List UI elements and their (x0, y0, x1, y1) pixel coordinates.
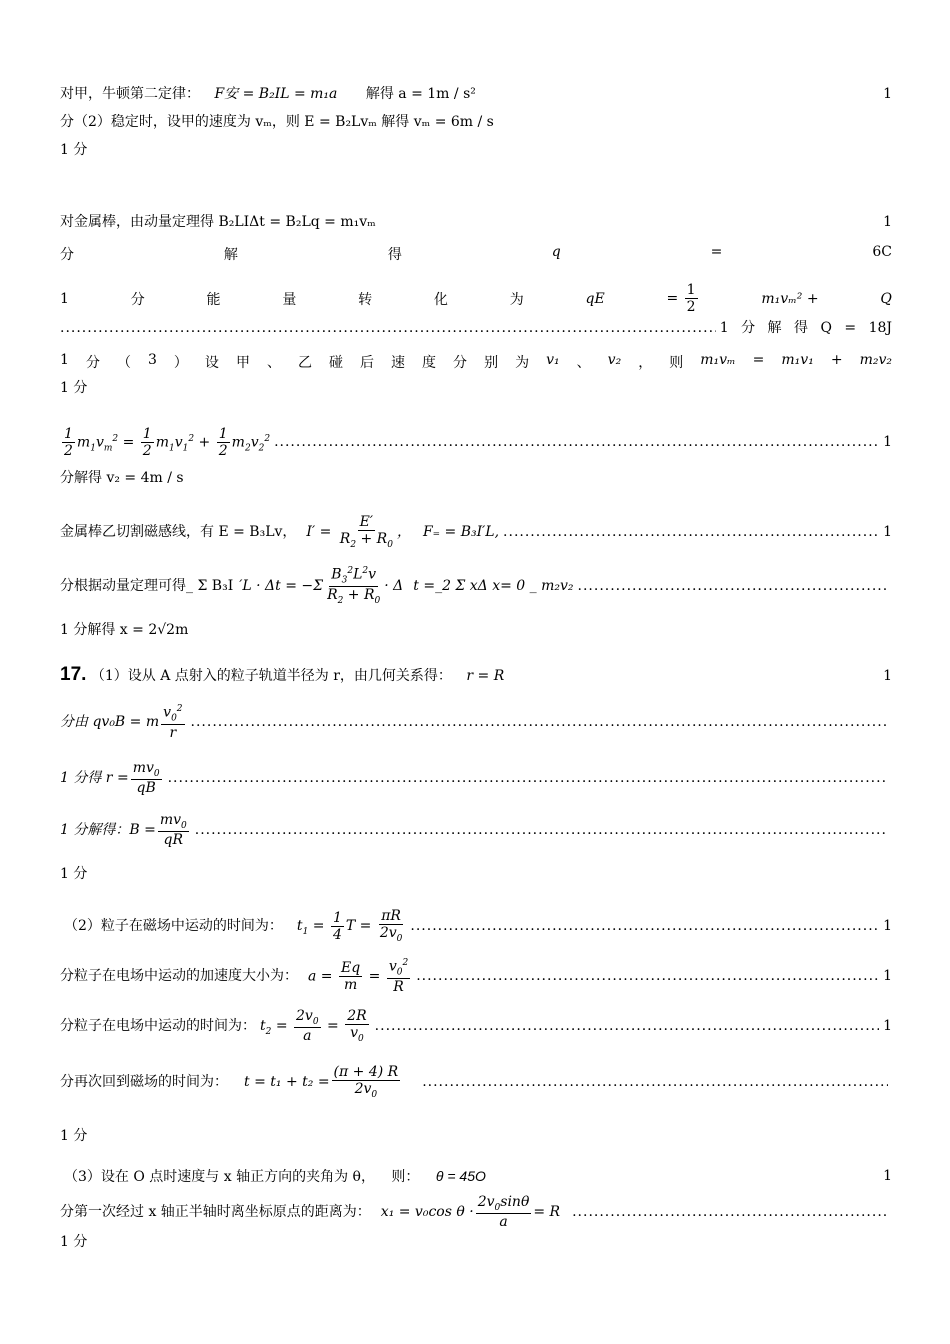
word: qE (585, 290, 605, 307)
question-17-header (60, 664, 504, 687)
word: 量 (282, 291, 297, 308)
score: 1 (883, 523, 892, 540)
fraction: $\frac{(\pi + 4) R}{2v_0}$ (333, 1064, 399, 1100)
leader-dots (375, 1018, 879, 1035)
line-momentum: 对金属棒，由动量定理得 B₂LIΔt = B₂Lq = m₁vₘ (60, 214, 376, 230)
fraction: $\frac{mv_0}{qB}$ (132, 760, 160, 797)
equation: t = t₁ + t₂ = (244, 1073, 330, 1090)
line-angle (60, 1168, 486, 1186)
word: 解 (223, 247, 238, 263)
word: 甲 (235, 355, 250, 371)
word: v₁ (546, 352, 560, 368)
word: 度 (422, 355, 437, 371)
leader-dots (60, 320, 716, 337)
line-rod-cutting (60, 514, 892, 550)
line-acceleration (60, 958, 892, 995)
score: 1 (883, 968, 892, 985)
word: m₁v₁ (781, 352, 814, 368)
word: 分 (453, 355, 468, 371)
line-solve-q (60, 244, 892, 264)
word: ） (173, 355, 188, 371)
text: t =_2 Σ xΔ x= 0 _ m₂v₂ (413, 577, 574, 594)
text: （3）设在 O 点时速度与 x 轴正方向的夹角为 θ， (64, 1169, 375, 1185)
line-solve-B (60, 812, 892, 848)
word: （ (116, 355, 131, 371)
text: （2）粒子在磁场中运动的时间为： (64, 917, 283, 934)
text: 分第一次经过 x 轴正半轴时离坐标原点的距离为： (60, 1203, 371, 1220)
line-time-electric (60, 1008, 892, 1044)
text: 分由 qv₀B = m (60, 714, 160, 731)
text: 分粒子在电场中运动的加速度大小为： (60, 968, 298, 985)
line-solve-Q (60, 320, 892, 337)
word: 得 (387, 247, 402, 263)
line-lorentz (60, 704, 892, 741)
current-equation: I′ = $\frac{E'}{R_2 + R_0}$ ， (306, 514, 411, 550)
word: + (830, 352, 843, 368)
text: 1 分得 r = (60, 769, 129, 786)
word: q (551, 244, 561, 260)
score: 1 (883, 917, 892, 934)
line-collision (60, 352, 892, 372)
word: = (710, 244, 723, 260)
text: 分粒子在电场中运动的时间为： (60, 1017, 256, 1034)
word: 乙 (297, 355, 312, 371)
leader-dots (416, 968, 879, 985)
leader-dots (274, 434, 879, 451)
word: 为 (509, 291, 524, 308)
text: 则： (391, 1169, 420, 1185)
line-distance (60, 1194, 892, 1230)
line-score: 1 分 (60, 142, 88, 158)
line-score: 1 分 (60, 380, 88, 396)
line-return-time (60, 1064, 892, 1100)
leader-dots (422, 1074, 888, 1091)
word: 1 (60, 290, 69, 307)
line-score: 1 分 (60, 1234, 88, 1250)
equation: = R (533, 1203, 561, 1220)
equation: x₁ = v₀cos θ · (380, 1203, 474, 1220)
leader-dots (578, 578, 888, 595)
word: 则 (669, 355, 684, 371)
score: 1 (883, 1017, 892, 1034)
text: 分根据动量定理可得_ Σ B₃I (60, 577, 234, 594)
leader-dots (503, 524, 879, 541)
word: ， (638, 355, 653, 371)
fraction: $\frac{mv_0}{qR}$ (159, 812, 187, 849)
word: 转 (358, 291, 373, 308)
score: 1 (883, 86, 892, 102)
equation: F安 = B₂IL = m₁a (214, 86, 338, 102)
line-momentum-sum (60, 566, 892, 606)
equation: a = $\frac{Eq}{m}$ = $\frac{v_0^2}{R}$ (308, 958, 409, 995)
word: 别 (484, 355, 499, 371)
question-number: 17. (60, 664, 87, 685)
score: 1 (883, 1168, 892, 1184)
word: m₁vₘ (700, 352, 736, 368)
word: 化 (433, 291, 448, 308)
text: （1）设从 A 点射入的粒子轨道半径为 r，由几何关系得： (90, 668, 452, 684)
word: 碰 (328, 355, 343, 371)
sum-equation: ′L · Δt = −Σ $\frac{B_3^2L^2v}{R_2 + R_0}$ · Δ (239, 566, 404, 606)
line-score: 1 分 (60, 1128, 88, 1144)
half-fraction: = $\frac{1}{2}$ (666, 282, 696, 316)
word: v₂ (607, 352, 622, 368)
score: 1 (883, 214, 892, 230)
line-newton-law (60, 86, 476, 103)
force-equation: F₌ = B₃I′L, (422, 523, 500, 540)
word: 为 (515, 355, 530, 371)
equation: θ = 45O (435, 1168, 486, 1184)
line-time-magnetic (60, 908, 892, 944)
fraction: $\frac{2v_0\sin\theta}{a}$ (477, 1194, 530, 1231)
word: 1 (60, 352, 69, 368)
word: 速 (391, 355, 406, 371)
leader-dots (410, 918, 879, 935)
word: 、 (576, 355, 591, 371)
leader-dots (168, 770, 888, 787)
word: 3 (147, 352, 157, 368)
word: 设 (204, 355, 219, 371)
leader-dots (191, 714, 888, 731)
text: 1 分解得：B = (60, 821, 156, 838)
line-solve-x: 1 分解得 x = 2√2m (60, 622, 189, 638)
fraction: $\frac{v_0^2}{r}$ (163, 704, 183, 741)
word: m₁vₘ² + (761, 290, 819, 307)
equation: $\frac{1}{2}$ $m_1v_m^2$ = $\frac{1}{2}$ $m_1v_1^2$ + $\frac{1}{2}$ $m_2v_2^2$ (64, 426, 271, 460)
leader-dots (572, 1204, 888, 1221)
word: Q (880, 290, 892, 307)
score: 1 (883, 668, 892, 684)
text: 对甲，牛顿第二定律： (60, 86, 200, 102)
text: 分再次回到磁场的时间为： (60, 1073, 228, 1090)
line-score: 1 分 (60, 866, 88, 882)
word: 能 (206, 291, 221, 308)
line-radius (60, 760, 892, 796)
equation: $t_1$ = $\frac{1}{4}$ T = $\frac{\pi R}{2v_0}$ (296, 908, 403, 944)
word: = (752, 352, 765, 368)
line-energy (60, 282, 892, 315)
word: 、 (266, 355, 281, 371)
word: m₂v₂ (859, 352, 892, 368)
equation: $t_2$ = $\frac{2v_0}{a}$ = $\frac{2R}{v_0}$ (260, 1008, 367, 1045)
word: 分 (85, 355, 100, 371)
solution: 解得 a = 1m / s² (365, 86, 476, 102)
equation: r = R (466, 668, 505, 684)
text: 金属棒乙切割磁感线，有 E = B₃Lv， (60, 523, 297, 540)
line-solve-v2: 分解得 v₂ = 4m / s (60, 470, 184, 486)
score: 1 (883, 434, 892, 451)
word: 分 (130, 291, 145, 308)
line-energy-conservation (60, 426, 892, 459)
leader-dots (195, 822, 888, 839)
word: 6C (872, 244, 892, 260)
line-steady-state: 分（2）稳定时，设甲的速度为 vₘ，则 E = B₂Lvₘ 解得 vₘ = 6m / s (60, 114, 494, 130)
word: 分 (60, 247, 74, 263)
word: 后 (360, 355, 374, 371)
text: 1 分 解 得 Q = 18J (719, 320, 892, 336)
